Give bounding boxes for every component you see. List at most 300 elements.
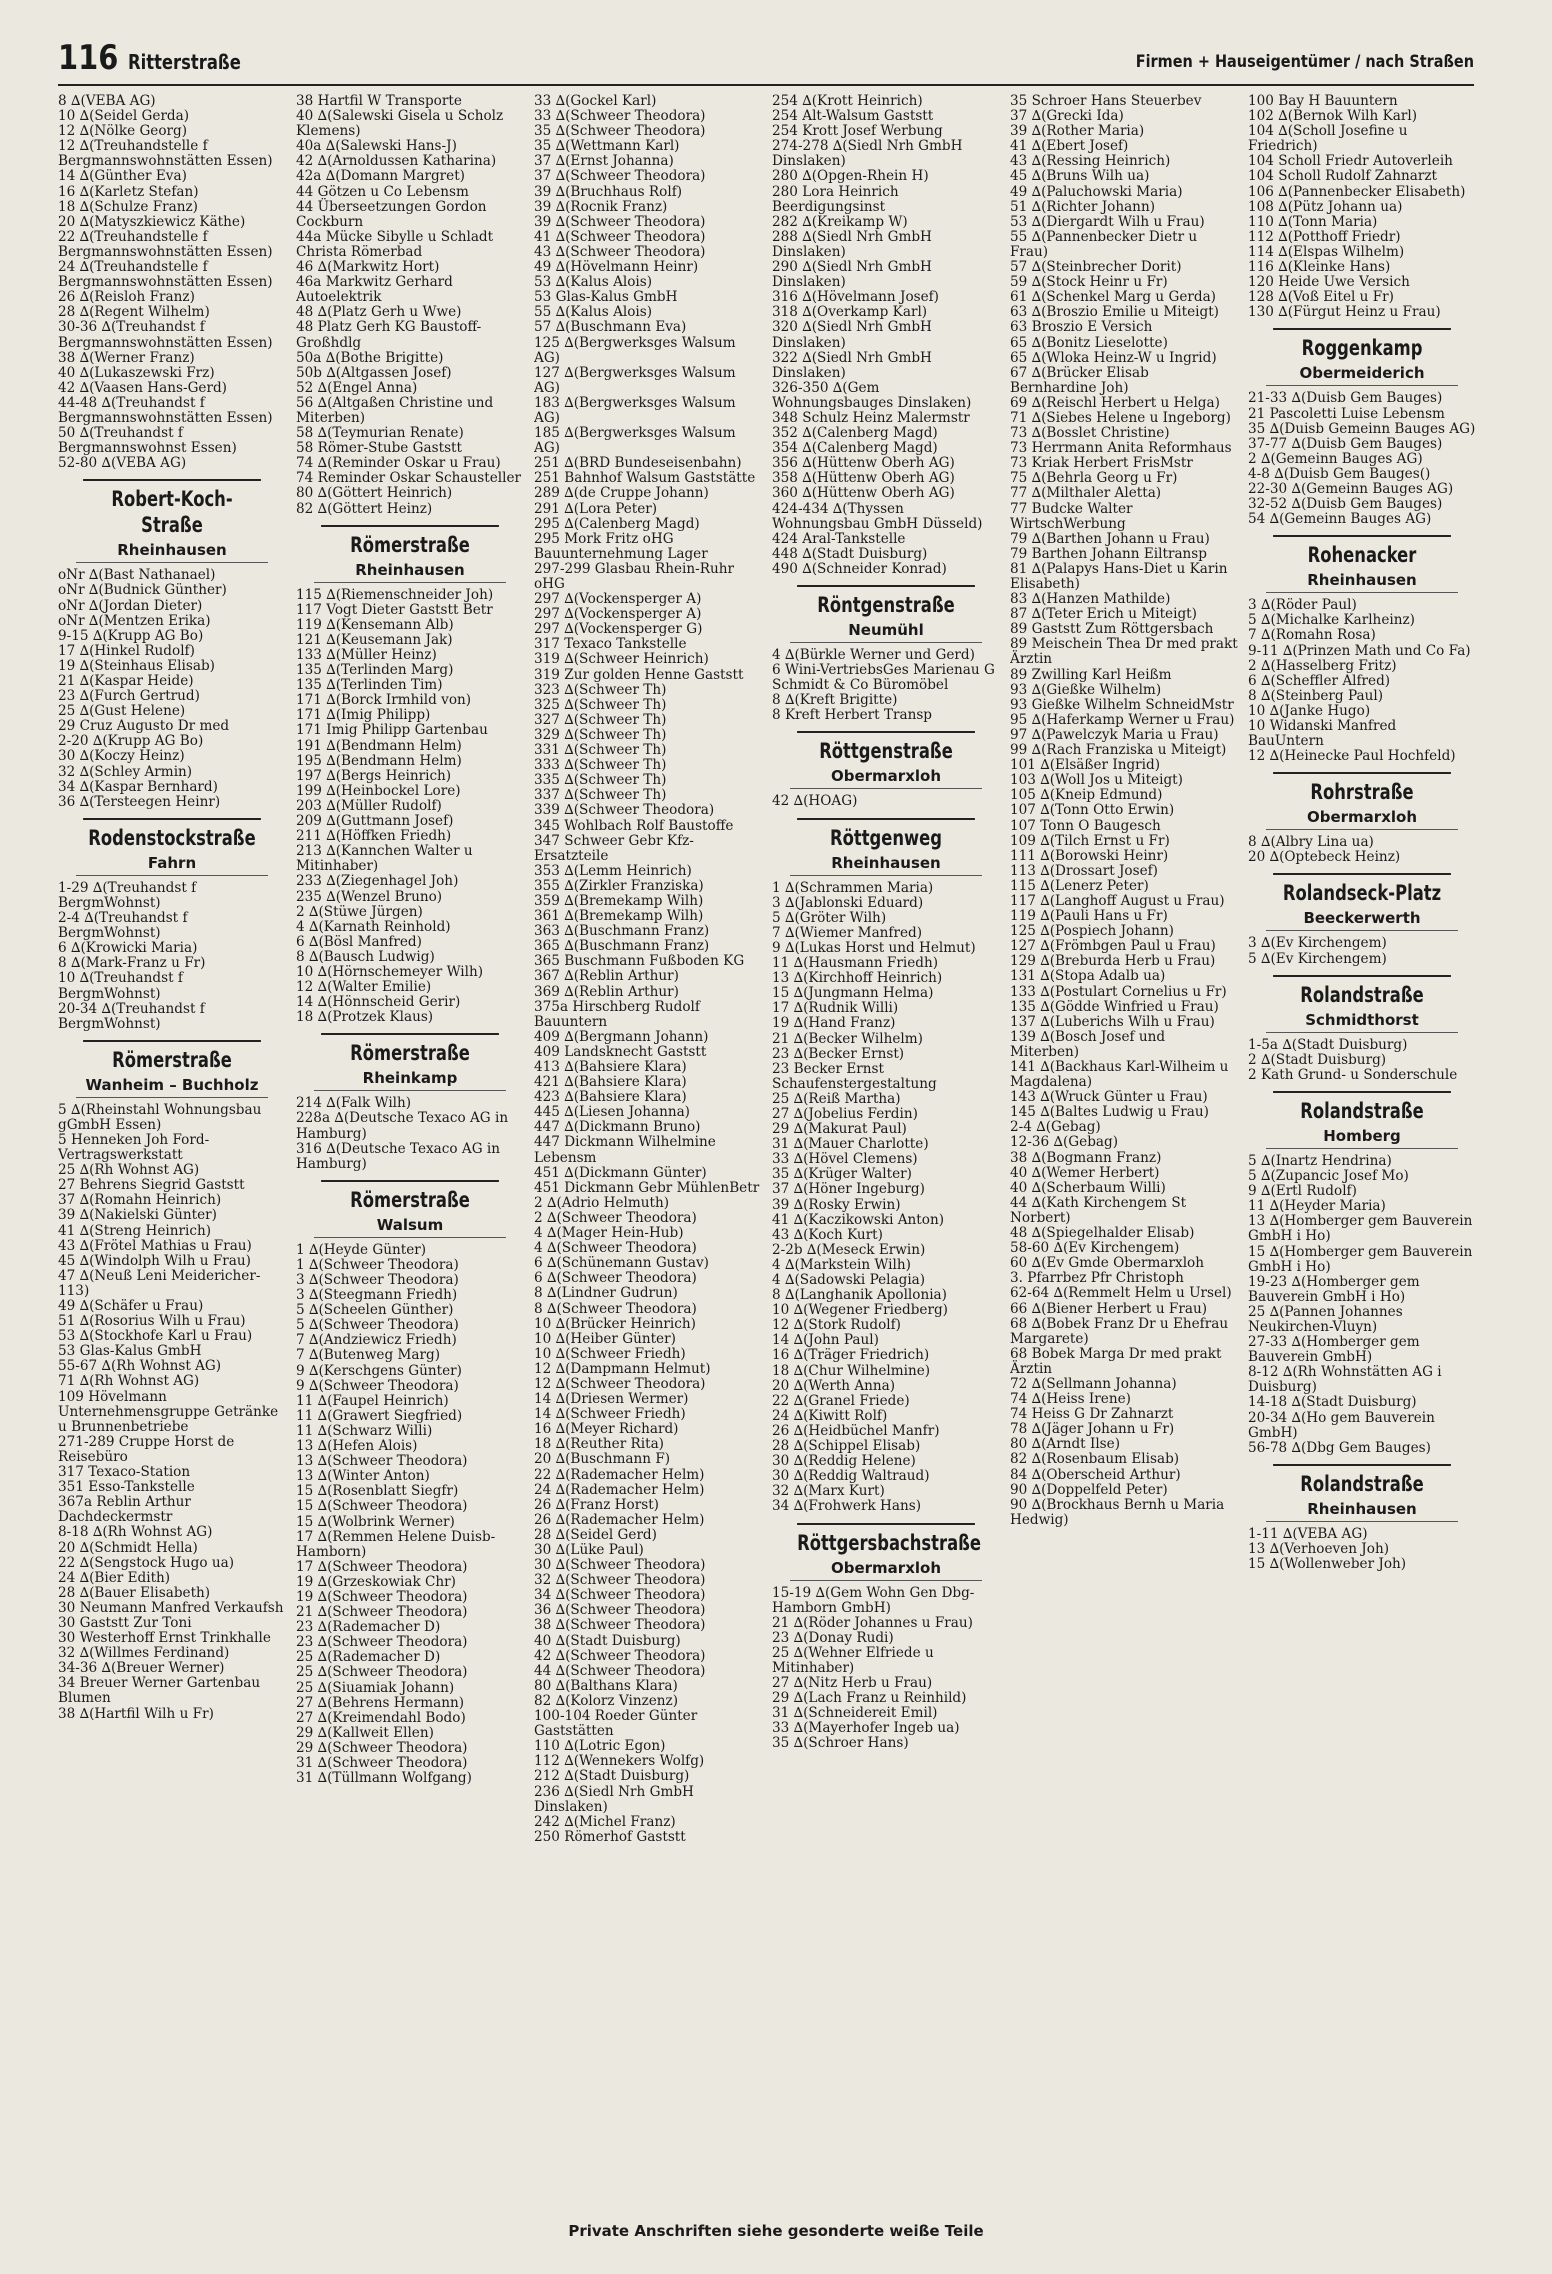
directory-entry: 81 ∆(Palapys Hans-Diet u Karin Elisabeth) bbox=[1010, 560, 1228, 592]
district-heading: Rheinhausen bbox=[1266, 1499, 1458, 1522]
directory-entry: 6 ∆(Schweer Theodora) bbox=[534, 1270, 697, 1287]
directory-entry: 351 Esso-Tankstelle bbox=[58, 1479, 195, 1496]
directory-entry: 236 ∆(Siedl Nrh GmbH Dinslaken) bbox=[534, 1783, 694, 1815]
street-heading: Römerstraße bbox=[321, 1180, 499, 1213]
district-heading: Rheinhausen bbox=[790, 853, 982, 876]
directory-entry: 71 ∆(Rh Wohnst AG) bbox=[58, 1373, 200, 1390]
directory-entry: 68 ∆(Bobek Franz Dr u Ehefrau Margarete) bbox=[1010, 1315, 1229, 1347]
directory-entry: 100-104 Roeder Günter Gaststätten bbox=[534, 1708, 698, 1740]
directory-entry: 80 ∆(Balthans Klara) bbox=[534, 1677, 678, 1694]
column-6 bbox=[1248, 94, 1476, 2214]
directory-entry: 38 ∆(Schweer Theodora) bbox=[534, 1617, 706, 1634]
directory-entry: 131 ∆(Stopa Adalb ua) bbox=[1010, 968, 1166, 985]
directory-entry: 290 ∆(Siedl Nrh GmbH Dinslaken) bbox=[772, 259, 932, 291]
directory-entry: 331 ∆(Schweer Th) bbox=[534, 742, 667, 759]
directory-entry: 50a ∆(Bothe Brigitte) bbox=[296, 349, 444, 366]
directory-entry: 20 ∆(Schmidt Hella) bbox=[58, 1539, 198, 1556]
directory-entry: 37 ∆(Höner Ingeburg) bbox=[772, 1181, 925, 1198]
directory-entry: 135 ∆(Gödde Winfried u Frau) bbox=[1010, 998, 1219, 1015]
directory-entry: 24 ∆(Kiwitt Rolf) bbox=[772, 1407, 888, 1424]
directory-entry: 32 ∆(Schley Armin) bbox=[58, 763, 193, 780]
directory-entry: 2 Kath Grund- u Sonderschule bbox=[1248, 1066, 1458, 1083]
directory-entry: 3. Pfarrbez Pfr Christoph bbox=[1010, 1270, 1184, 1287]
directory-entry: 55-67 ∆(Rh Wohnst AG) bbox=[58, 1358, 222, 1375]
directory-entry: 355 ∆(Zirkler Franziska) bbox=[534, 877, 704, 894]
street-heading: Rolandstraße bbox=[1273, 975, 1451, 1008]
directory-entry: 90 ∆(Brockhaus Bernh u Maria Hedwig) bbox=[1010, 1496, 1225, 1528]
directory-entry: 39 ∆(Bruchhaus Rolf) bbox=[534, 183, 683, 200]
directory-entry: 52 ∆(Engel Anna) bbox=[296, 379, 418, 396]
directory-entry: 5 ∆(Michalke Karlheinz) bbox=[1248, 612, 1415, 629]
directory-entry: 115 ∆(Riemenschneider Joh) bbox=[296, 586, 494, 603]
directory-entry: 74 ∆(Reminder Oskar u Frau) bbox=[296, 455, 501, 472]
directory-entry: 13 ∆(Schweer Theodora) bbox=[296, 1453, 468, 1470]
directory-entry: 53 Glas-Kalus GmbH bbox=[534, 289, 678, 306]
directory-entry: 55 ∆(Pannenbecker Dietr u Frau) bbox=[1010, 228, 1198, 260]
directory-entry: 19-23 ∆(Homberger gem Bauverein GmbH i Ho) bbox=[1248, 1273, 1420, 1305]
running-title: Ritterstraße bbox=[128, 50, 241, 74]
directory-entry: 74 Reminder Oskar Schausteller bbox=[296, 470, 522, 487]
directory-entry: 46 ∆(Markwitz Hort) bbox=[296, 259, 440, 276]
directory-entry: 11 ∆(Heyder Maria) bbox=[1248, 1198, 1386, 1215]
street-heading: Röttgenstraße bbox=[797, 731, 975, 764]
directory-entry: 117 Vogt Dieter Gaststt Betr bbox=[296, 601, 493, 618]
directory-entry: 21 ∆(Becker Wilhelm) bbox=[772, 1030, 923, 1047]
page-footer: Private Anschriften siehe gesonderte weiße Teile bbox=[568, 2222, 984, 2240]
directory-entry: 40 ∆(Salewski Gisela u Scholz Klemens) bbox=[296, 108, 504, 140]
directory-entry: 15 ∆(Wollenweber Joh) bbox=[1248, 1556, 1407, 1572]
street-heading: Rolandstraße bbox=[1273, 1464, 1451, 1497]
directory-entry: 1 ∆(Schweer Theodora) bbox=[296, 1256, 459, 1273]
directory-entry: 228a ∆(Deutsche Texaco AG in Hamburg) bbox=[296, 1110, 509, 1142]
directory-entry: 254 ∆(Krott Heinrich) bbox=[772, 94, 923, 109]
directory-entry: 185 ∆(Bergwerksges Walsum AG) bbox=[534, 425, 736, 457]
directory-entry: 13 ∆(Hefen Alois) bbox=[296, 1438, 418, 1455]
directory-entry: 30 ∆(Schweer Theodora) bbox=[534, 1557, 706, 1574]
directory-entry: 25 ∆(Rh Wohnst AG) bbox=[58, 1162, 200, 1179]
street-heading: Röttgenweg bbox=[797, 818, 975, 851]
directory-entry: 33 ∆(Hövel Clemens) bbox=[772, 1151, 918, 1168]
directory-entry: 29 ∆(Schweer Theodora) bbox=[296, 1739, 468, 1756]
directory-entry: 53 ∆(Stockhofe Karl u Frau) bbox=[58, 1328, 253, 1345]
directory-entry: 424-434 ∆(Thyssen Wohnungsbau GmbH Düsseld) bbox=[772, 500, 983, 532]
directory-entry: 28 ∆(Bauer Elisabeth) bbox=[58, 1584, 211, 1601]
directory-entry: 199 ∆(Heinbockel Lore) bbox=[296, 782, 461, 799]
directory-entry: 51 ∆(Richter Johann) bbox=[1010, 198, 1155, 215]
directory-entry: 119 ∆(Pauli Hans u Fr) bbox=[1010, 908, 1168, 925]
directory-entry: 29 Cruz Augusto Dr med bbox=[58, 718, 230, 735]
directory-entry: 12 ∆(Heinecke Paul Hochfeld) bbox=[1248, 748, 1456, 765]
directory-entry: 48 ∆(Platz Gerh u Wwe) bbox=[296, 304, 462, 321]
directory-entry: 110 ∆(Lotric Egon) bbox=[534, 1738, 666, 1755]
directory-entry: 34-36 ∆(Breuer Werner) bbox=[58, 1660, 225, 1677]
directory-entry: 16 ∆(Träger Friedrich) bbox=[772, 1347, 930, 1364]
directory-entry: 1-5a ∆(Stadt Duisburg) bbox=[1248, 1036, 1408, 1053]
district-heading: Obermeiderich bbox=[1266, 363, 1458, 386]
directory-entry: 6 ∆(Schünemann Gustav) bbox=[534, 1255, 709, 1272]
street-heading: Rodenstockstraße bbox=[83, 818, 261, 851]
directory-entry: 19 ∆(Grzeskowiak Chr) bbox=[296, 1573, 456, 1590]
directory-entry: 19 ∆(Schweer Theodora) bbox=[296, 1588, 468, 1605]
directory-entry: 317 Texaco-Station bbox=[58, 1464, 191, 1481]
directory-entry: 233 ∆(Ziegenhagel Joh) bbox=[296, 873, 459, 890]
directory-entry: oNr ∆(Mentzen Erika) bbox=[58, 612, 211, 629]
directory-entry: 102 ∆(Bernok Wilh Karl) bbox=[1248, 108, 1418, 125]
directory-entry: 115 ∆(Lenerz Peter) bbox=[1010, 877, 1149, 894]
directory-entry: 39 ∆(Rocnik Franz) bbox=[534, 198, 668, 215]
directory-entry: 11 ∆(Faupel Heinrich) bbox=[296, 1392, 449, 1409]
directory-entry: oNr ∆(Budnick Günther) bbox=[58, 582, 227, 599]
directory-entry: 68 Bobek Marga Dr med prakt Ärztin bbox=[1010, 1345, 1222, 1377]
directory-entry: 127 ∆(Bergwerksges Walsum AG) bbox=[534, 364, 736, 396]
directory-entry: 46a Markwitz Gerhard Autoelektrik bbox=[296, 274, 453, 306]
directory-entry: 79 ∆(Barthen Johann u Frau) bbox=[1010, 530, 1210, 547]
directory-entry: 50b ∆(Altgassen Josef) bbox=[296, 364, 452, 381]
directory-entry: 74 ∆(Heiss Irene) bbox=[1010, 1391, 1131, 1408]
directory-entry: 9 ∆(Kerschgens Günter) bbox=[296, 1362, 462, 1379]
directory-entry: 333 ∆(Schweer Th) bbox=[534, 757, 667, 774]
directory-entry: 288 ∆(Siedl Nrh GmbH Dinslaken) bbox=[772, 228, 932, 260]
directory-entry: 42a ∆(Domann Margret) bbox=[296, 168, 465, 185]
directory-entry: 10 ∆(Schweer Friedh) bbox=[534, 1345, 686, 1362]
directory-entry: 101 ∆(Elsäßer Ingrid) bbox=[1010, 757, 1161, 774]
directory-entry: 337 ∆(Schweer Th) bbox=[534, 787, 667, 804]
directory-entry: 23 ∆(Schweer Theodora) bbox=[296, 1634, 468, 1651]
directory-entry: 32 ∆(Schweer Theodora) bbox=[534, 1572, 706, 1589]
directory-entry: 325 ∆(Schweer Th) bbox=[534, 696, 667, 713]
directory-entry: 15 ∆(Jungmann Helma) bbox=[772, 985, 934, 1002]
directory-entry: 19 ∆(Steinhaus Elisab) bbox=[58, 657, 215, 674]
directory-entry: 1 ∆(Schrammen Maria) bbox=[772, 879, 934, 896]
directory-entry: 50 ∆(Treuhandst f Bergmannswohnst Essen) bbox=[58, 425, 237, 457]
directory-entry: 318 ∆(Overkamp Karl) bbox=[772, 304, 928, 321]
directory-entry: 27 ∆(Nitz Herb u Frau) bbox=[772, 1675, 933, 1692]
directory-entry: 53 ∆(Kalus Alois) bbox=[534, 274, 653, 291]
directory-entry: 367 ∆(Reblin Arthur) bbox=[534, 968, 679, 985]
directory-entry: 339 ∆(Schweer Theodora) bbox=[534, 802, 715, 819]
directory-entry: 211 ∆(Höffken Friedh) bbox=[296, 828, 452, 845]
directory-entry: 47 ∆(Neuß Leni Meidericher-113) bbox=[58, 1267, 261, 1299]
directory-entry: 8 ∆(Kreft Brigitte) bbox=[772, 692, 898, 709]
directory-entry: 17 ∆(Hinkel Rudolf) bbox=[58, 642, 195, 659]
directory-entry: 445 ∆(Liesen Johanna) bbox=[534, 1104, 690, 1121]
directory-entry: 448 ∆(Stadt Duisburg) bbox=[772, 545, 928, 562]
directory-entry: 41 ∆(Kaczikowski Anton) bbox=[772, 1211, 945, 1228]
directory-entry: 58 ∆(Teymurian Renate) bbox=[296, 425, 464, 442]
directory-entry: 3 ∆(Schweer Theodora) bbox=[296, 1272, 459, 1288]
directory-entry: 12 ∆(Walter Emilie) bbox=[296, 979, 432, 996]
directory-entry: 56-78 ∆(Dbg Gem Bauges) bbox=[1248, 1439, 1431, 1456]
directory-entry: 57 ∆(Steinbrecher Dorit) bbox=[1010, 259, 1182, 276]
directory-entry: 135 ∆(Terlinden Tim) bbox=[296, 677, 443, 694]
directory-entry: 2 ∆(Stadt Duisburg) bbox=[1248, 1051, 1387, 1068]
directory-entry: 80 ∆(Göttert Heinrich) bbox=[296, 485, 453, 502]
directory-entry: 105 ∆(Kneip Edmund) bbox=[1010, 787, 1163, 804]
directory-entry: 110 ∆(Tonn Maria) bbox=[1248, 213, 1378, 230]
directory-entry: 7 ∆(Romahn Rosa) bbox=[1248, 627, 1376, 644]
directory-entry: 30 Gaststt Zur Toni bbox=[58, 1614, 192, 1631]
directory-entry: 14 ∆(John Paul) bbox=[772, 1332, 879, 1349]
directory-entry: 34 Breuer Werner Gartenbau Blumen bbox=[58, 1675, 261, 1707]
district-heading: Fahrn bbox=[76, 853, 268, 876]
directory-entry: 171 ∆(Imig Philipp) bbox=[296, 707, 431, 724]
directory-entry: 45 ∆(Windolph Wilh u Frau) bbox=[58, 1252, 251, 1269]
directory-entry: 108 ∆(Pütz Johann ua) bbox=[1248, 198, 1403, 215]
directory-entry: 14 ∆(Schweer Friedh) bbox=[534, 1406, 686, 1423]
directory-entry: 212 ∆(Stadt Duisburg) bbox=[534, 1768, 690, 1785]
directory-entry: 143 ∆(Wruck Günter u Frau) bbox=[1010, 1089, 1208, 1106]
directory-entry: 33 ∆(Gockel Karl) bbox=[534, 94, 657, 109]
directory-entry: 2-2b ∆(Meseck Erwin) bbox=[772, 1241, 926, 1258]
directory-entry: 141 ∆(Backhaus Karl-Wilheim u Magdalena) bbox=[1010, 1059, 1229, 1091]
directory-entry: 14 ∆(Driesen Wermer) bbox=[534, 1391, 689, 1408]
directory-entry: 363 ∆(Buschmann Franz) bbox=[534, 923, 710, 940]
directory-entry: 60 ∆(Ev Gmde Obermarxloh bbox=[1010, 1255, 1204, 1272]
directory-entry: 8 ∆(Albry Lina ua) bbox=[1248, 834, 1374, 851]
directory-entry: 18 ∆(Schulze Franz) bbox=[58, 198, 198, 215]
directory-entry: 26 ∆(Rademacher Helm) bbox=[534, 1511, 705, 1528]
directory-entry: 15-19 ∆(Gem Wohn Gen Dbg-Hamborn GmbH) bbox=[772, 1584, 975, 1616]
directory-entry: 8 ∆(VEBA AG) bbox=[58, 94, 156, 109]
directory-entry: 316 ∆(Deutsche Texaco AG in Hamburg) bbox=[296, 1140, 500, 1172]
directory-entry: 2-20 ∆(Krupp AG Bo) bbox=[58, 733, 204, 750]
directory-entry: 423 ∆(Bahsiere Klara) bbox=[534, 1089, 687, 1106]
directory-entry: 30 ∆(Reddig Helene) bbox=[772, 1453, 916, 1470]
directory-entry: 53 ∆(Diergardt Wilh u Frau) bbox=[1010, 213, 1205, 230]
directory-entry: 44 ∆(Schweer Theodora) bbox=[534, 1662, 706, 1679]
directory-entry: 21 ∆(Schweer Theodora) bbox=[296, 1604, 468, 1621]
directory-entry: 10 ∆(Seidel Gerda) bbox=[58, 108, 190, 125]
directory-entry: 77 Budcke Walter WirtschWerbung bbox=[1010, 500, 1133, 532]
directory-entry: 25 ∆(Siuamiak Johann) bbox=[296, 1679, 455, 1696]
directory-entry: 4 ∆(Karnath Reinhold) bbox=[296, 918, 451, 935]
directory-entry: 26 ∆(Franz Horst) bbox=[534, 1496, 659, 1513]
directory-entry: 209 ∆(Guttmann Josef) bbox=[296, 813, 454, 830]
directory-entry: 63 Broszio E Versich bbox=[1010, 319, 1153, 336]
directory-entry: 31 ∆(Schweer Theodora) bbox=[296, 1755, 468, 1771]
directory-entry: 289 ∆(de Cruppe Johann) bbox=[534, 485, 709, 502]
directory-columns bbox=[58, 94, 1476, 2214]
directory-entry: 139 ∆(Bosch Josef und Miterben) bbox=[1010, 1028, 1166, 1060]
directory-entry: 28 ∆(Regent Wilhelm) bbox=[58, 304, 210, 321]
directory-entry: 100 Bay H Bauuntern bbox=[1248, 94, 1398, 109]
column-3 bbox=[534, 94, 762, 2214]
directory-entry: 171 ∆(Borck Irmhild von) bbox=[296, 692, 472, 709]
directory-entry: 41 ∆(Schweer Theodora) bbox=[534, 228, 706, 245]
district-heading: Neumühl bbox=[790, 620, 982, 643]
directory-entry: 26 ∆(Reisloh Franz) bbox=[58, 289, 195, 306]
street-heading: Rohenacker bbox=[1273, 535, 1451, 568]
directory-entry: 3 ∆(Ev Kirchengem) bbox=[1248, 935, 1387, 952]
district-heading: Obermarxloh bbox=[790, 766, 982, 789]
directory-entry: 33 ∆(Mayerhofer Ingeb ua) bbox=[772, 1720, 960, 1737]
street-heading: Rolandseck-Platz bbox=[1273, 873, 1451, 906]
district-heading: Rheinhausen bbox=[314, 560, 506, 583]
directory-entry: 2-4 ∆(Treuhandst f BergmWohnst) bbox=[58, 910, 188, 942]
directory-entry: 66 ∆(Biener Herbert u Frau) bbox=[1010, 1300, 1208, 1317]
directory-entry: 39 ∆(Schweer Theodora) bbox=[534, 213, 706, 230]
street-heading: Römerstraße bbox=[321, 1033, 499, 1066]
directory-entry: 10 ∆(Brücker Heinrich) bbox=[534, 1315, 696, 1332]
directory-entry: 8-18 ∆(Rh Wohnst AG) bbox=[58, 1524, 213, 1541]
directory-entry: 133 ∆(Müller Heinz) bbox=[296, 647, 437, 663]
directory-entry: 93 Gießke Wilhelm SchneidMstr bbox=[1010, 696, 1234, 713]
district-heading: Rheinkamp bbox=[314, 1068, 506, 1091]
directory-entry: oNr ∆(Bast Nathanael) bbox=[58, 567, 216, 584]
directory-entry: 18 ∆(Reuther Rita) bbox=[534, 1436, 664, 1453]
directory-entry: 28 ∆(Schippel Elisab) bbox=[772, 1438, 921, 1455]
directory-entry: 11 ∆(Hausmann Friedh) bbox=[772, 955, 939, 972]
directory-entry: 12 ∆(Schweer Theodora) bbox=[534, 1375, 706, 1392]
directory-entry: 104 ∆(Scholl Josefine u Friedrich) bbox=[1248, 123, 1408, 155]
directory-entry: 8 Kreft Herbert Transp bbox=[772, 707, 933, 724]
directory-entry: 360 ∆(Hüttenw Oberh AG) bbox=[772, 485, 955, 502]
directory-entry: 8 ∆(Mark-Franz u Fr) bbox=[58, 955, 206, 972]
directory-entry: 90 ∆(Doppelfeld Peter) bbox=[1010, 1481, 1168, 1498]
directory-entry: 316 ∆(Hövelmann Josef) bbox=[772, 289, 939, 306]
directory-entry: 36 ∆(Schweer Theodora) bbox=[534, 1602, 706, 1619]
directory-entry: 53 Glas-Kalus GmbH bbox=[58, 1343, 202, 1360]
directory-entry: 18 ∆(Protzek Klaus) bbox=[296, 1009, 434, 1026]
directory-entry: 133 ∆(Postulart Cornelius u Fr) bbox=[1010, 983, 1227, 1000]
directory-entry: 84 ∆(Oberscheid Arthur) bbox=[1010, 1466, 1181, 1483]
directory-entry: 89 Meischein Thea Dr med prakt Ärztin bbox=[1010, 636, 1238, 668]
directory-entry: 203 ∆(Müller Rudolf) bbox=[296, 797, 442, 814]
directory-entry: 7 ∆(Butenweg Marg) bbox=[296, 1347, 441, 1364]
directory-entry: 4-8 ∆(Duisb Gem Bauges() bbox=[1248, 465, 1431, 482]
directory-entry: 31 ∆(Mauer Charlotte) bbox=[772, 1136, 929, 1153]
directory-entry: 31 ∆(Tüllmann Wolfgang) bbox=[296, 1770, 472, 1787]
directory-entry: 21-33 ∆(Duisb Gem Bauges) bbox=[1248, 390, 1443, 407]
directory-entry: 297 ∆(Vockensperger A) bbox=[534, 591, 702, 608]
directory-entry: 451 ∆(Dickmann Günter) bbox=[534, 1164, 707, 1181]
directory-entry: 21 ∆(Röder Johannes u Frau) bbox=[772, 1614, 973, 1631]
directory-entry: 97 ∆(Pawelczyk Maria u Frau) bbox=[1010, 726, 1219, 743]
street-heading: Rohrstraße bbox=[1273, 772, 1451, 805]
directory-entry: 297 ∆(Vockensperger G) bbox=[534, 621, 703, 638]
directory-entry: 297 ∆(Vockensperger A) bbox=[534, 606, 702, 623]
directory-entry: 195 ∆(Bendmann Helm) bbox=[296, 752, 462, 769]
directory-entry: 171 Imig Philipp Gartenbau bbox=[296, 722, 488, 739]
directory-entry: 111 ∆(Borowski Heinr) bbox=[1010, 847, 1169, 864]
directory-entry: 20-34 ∆(Treuhandst f BergmWohnst) bbox=[58, 1000, 205, 1032]
directory-entry: 451 Dickmann Gebr MühlenBetr bbox=[534, 1179, 760, 1196]
directory-entry: 8-12 ∆(Rh Wohnstätten AG i Duisburg) bbox=[1248, 1364, 1442, 1396]
directory-entry: 23 ∆(Becker Ernst) bbox=[772, 1045, 905, 1062]
directory-entry: 12 ∆(Dampmann Helmut) bbox=[534, 1360, 711, 1377]
directory-entry: 35 Schroer Hans Steuerbev bbox=[1010, 94, 1202, 109]
directory-entry: 4 ∆(Bürkle Werner und Gerd) bbox=[772, 647, 975, 663]
directory-entry: 137 ∆(Luberichs Wilh u Frau) bbox=[1010, 1013, 1215, 1030]
directory-entry: 358 ∆(Hüttenw Oberh AG) bbox=[772, 470, 955, 487]
directory-entry: 3 ∆(Jablonski Eduard) bbox=[772, 894, 924, 911]
directory-entry: 11 ∆(Schwarz Willi) bbox=[296, 1422, 433, 1439]
directory-entry: 22 ∆(Rademacher Helm) bbox=[534, 1466, 705, 1483]
directory-entry: 43 ∆(Schweer Theodora) bbox=[534, 243, 706, 260]
directory-entry: 353 ∆(Lemm Heinrich) bbox=[534, 862, 692, 879]
directory-entry: 48 ∆(Spiegelhalder Elisab) bbox=[1010, 1225, 1195, 1242]
directory-entry: 9 ∆(Ertl Rudolf) bbox=[1248, 1183, 1357, 1200]
page-number: 116 bbox=[58, 38, 119, 78]
directory-entry: 89 Gaststt Zum Röttgersbach bbox=[1010, 621, 1214, 638]
directory-entry: 15 ∆(Schweer Theodora) bbox=[296, 1498, 468, 1515]
directory-entry: 48 Platz Gerh KG Baustoff-Großhdlg bbox=[296, 319, 482, 351]
directory-entry: 323 ∆(Schweer Th) bbox=[534, 681, 667, 698]
street-heading: Röntgenstraße bbox=[797, 585, 975, 618]
directory-entry: 9 ∆(Lukas Horst und Helmut) bbox=[772, 939, 976, 956]
directory-entry: 282 ∆(Kreikamp W) bbox=[772, 213, 908, 230]
directory-entry: 365 Buschmann Fußboden KG bbox=[534, 953, 745, 970]
directory-entry: 49 ∆(Hövelmann Heinr) bbox=[534, 259, 699, 276]
page-header bbox=[58, 38, 1474, 86]
directory-entry: 41 ∆(Ebert Josef) bbox=[1010, 138, 1129, 155]
directory-entry: 2 ∆(Gemeinn Bauges AG) bbox=[1248, 450, 1423, 467]
directory-entry: 35 ∆(Duisb Gemeinn Bauges AG) bbox=[1248, 420, 1476, 437]
directory-entry: 23 ∆(Rademacher D) bbox=[296, 1619, 441, 1636]
directory-entry: 37 ∆(Schweer Theodora) bbox=[534, 168, 706, 185]
directory-entry: 38 ∆(Bogmann Franz) bbox=[1010, 1149, 1162, 1166]
column-4 bbox=[772, 94, 1000, 2214]
directory-entry: 39 ∆(Rosky Erwin) bbox=[772, 1196, 901, 1213]
directory-entry: 20 ∆(Buschmann F) bbox=[534, 1451, 671, 1468]
directory-entry: 44 ∆(Kath Kirchengem St Norbert) bbox=[1010, 1194, 1187, 1226]
directory-entry: 19 ∆(Hand Franz) bbox=[772, 1015, 896, 1032]
directory-entry: 37-77 ∆(Duisb Gem Bauges) bbox=[1248, 435, 1443, 452]
directory-entry: 20 ∆(Werth Anna) bbox=[772, 1377, 896, 1394]
directory-entry: 37 ∆(Grecki Ida) bbox=[1010, 108, 1124, 125]
directory-entry: 27-33 ∆(Homberger gem Bauverein GmbH) bbox=[1248, 1334, 1420, 1366]
directory-entry: 369 ∆(Reblin Arthur) bbox=[534, 983, 679, 1000]
directory-entry: 82 ∆(Göttert Heinz) bbox=[296, 500, 433, 517]
directory-entry: 109 ∆(Tilch Ernst u Fr) bbox=[1010, 832, 1170, 849]
directory-entry: 7 ∆(Wiemer Manfred) bbox=[772, 924, 923, 941]
directory-entry: 25 ∆(Pannen Johannes Neukirchen-Vluyn) bbox=[1248, 1303, 1403, 1335]
district-heading: Rheinhausen bbox=[1266, 570, 1458, 593]
directory-entry: 43 ∆(Koch Kurt) bbox=[772, 1226, 883, 1243]
directory-entry: 12 ∆(Nölke Georg) bbox=[58, 123, 188, 140]
directory-entry: 5 ∆(Zupancic Josef Mo) bbox=[1248, 1168, 1409, 1185]
directory-entry: 61 ∆(Schenkel Marg u Gerda) bbox=[1010, 289, 1216, 306]
directory-entry: 40a ∆(Salewski Hans-J) bbox=[296, 138, 457, 155]
directory-entry: 354 ∆(Calenberg Magd) bbox=[772, 440, 938, 457]
directory-entry: 17 ∆(Rudnik Willi) bbox=[772, 1000, 899, 1017]
directory-entry: 40 ∆(Wemer Herbert) bbox=[1010, 1164, 1160, 1181]
directory-entry: 1 ∆(Heyde Günter) bbox=[296, 1241, 427, 1258]
directory-entry: 40 ∆(Scherbaum Willi) bbox=[1010, 1179, 1166, 1196]
directory-entry: 83 ∆(Hanzen Mathilde) bbox=[1010, 591, 1171, 608]
directory-entry: 13 ∆(Kirchhoff Heinrich) bbox=[772, 970, 943, 987]
directory-entry: 1-11 ∆(VEBA AG) bbox=[1248, 1525, 1368, 1542]
directory-entry: 25 ∆(Schweer Theodora) bbox=[296, 1664, 468, 1681]
section-label: Firmen + Hauseigentümer / nach Straßen bbox=[1135, 52, 1474, 72]
directory-entry: 62-64 ∆(Remmelt Helm u Ursel) bbox=[1010, 1285, 1232, 1302]
directory-entry: 44a Mücke Sibylle u Schladt Christa Römerbad bbox=[296, 228, 494, 260]
column-5 bbox=[1010, 94, 1238, 2214]
directory-entry: 103 ∆(Woll Jos u Miteigt) bbox=[1010, 772, 1183, 789]
directory-entry: 127 ∆(Frömbgen Paul u Frau) bbox=[1010, 938, 1216, 955]
district-heading: Homberg bbox=[1266, 1126, 1458, 1149]
directory-entry: 40 ∆(Lukaszewski Frz) bbox=[58, 364, 215, 381]
directory-entry: 280 ∆(Opgen-Rhein H) bbox=[772, 168, 929, 185]
directory-entry: 30 Neumann Manfred Verkaufsh bbox=[58, 1599, 284, 1616]
directory-entry: 365 ∆(Buschmann Franz) bbox=[534, 938, 710, 955]
directory-entry: 37 ∆(Romahn Heinrich) bbox=[58, 1192, 222, 1209]
directory-entry: 367a Reblin Arthur Dachdeckermstr bbox=[58, 1494, 191, 1526]
directory-entry: 8 ∆(Steinberg Paul) bbox=[1248, 687, 1384, 704]
directory-entry: 375a Hirschberg Rudolf Bauuntern bbox=[534, 998, 700, 1030]
directory-entry: 32 ∆(Marx Kurt) bbox=[772, 1483, 885, 1500]
directory-entry: 13 ∆(Winter Anton) bbox=[296, 1468, 430, 1485]
